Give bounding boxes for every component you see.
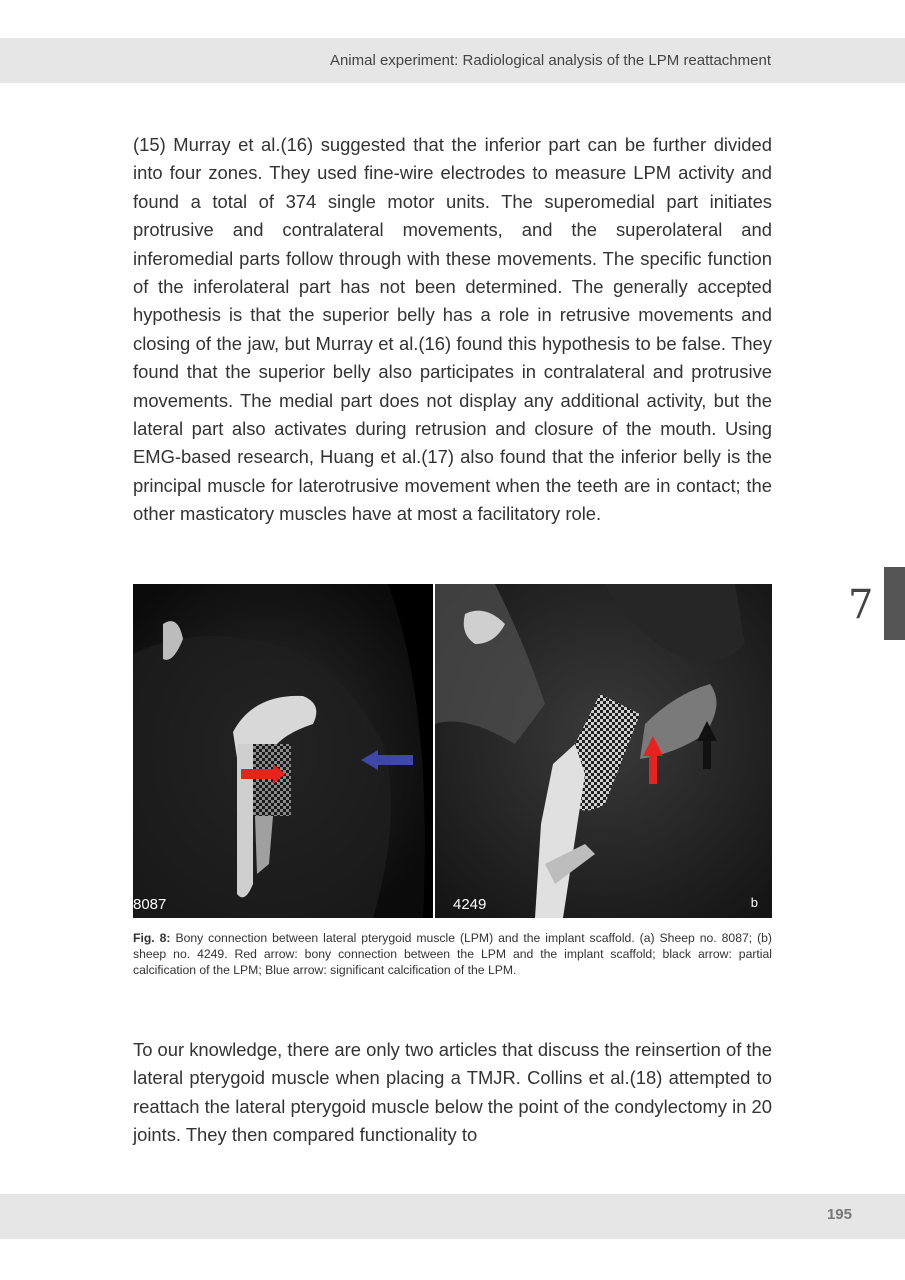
chapter-number: 7 — [848, 582, 874, 628]
figure-8 — [133, 584, 772, 918]
ct-image-panel-b — [435, 584, 772, 918]
chapter-tab — [884, 567, 905, 640]
ct-image-panel-a — [133, 584, 433, 918]
footer-band — [0, 1194, 905, 1239]
ct-scan-a — [133, 584, 433, 918]
ct-scan-b — [435, 584, 772, 918]
body-paragraph-2: To our knowledge, there are only two articles that discuss the reinsertion of the lateral pterygoid muscle when placing a TMJR. Collins et al.(18) attempted to reattach the lateral pterygoid muscle below the point of the condylectomy in 20 joints. They then compared functionality to — [133, 1039, 772, 1146]
sheep-number-label-b: 4249 — [453, 896, 487, 913]
page-number: 195 — [826, 1206, 852, 1223]
sheep-number-label-a: 8087 — [133, 896, 167, 913]
figure-caption — [133, 930, 772, 979]
body-paragraph-1: (15) Murray et al.(16) suggested that the inferior part can be further divided into four zones. They used fine-wire electrodes to measure LPM activity and found a total of 374 single motor units. The superomedial part initiates protrusive and contralateral movements, and the superolateral and inferomedial parts follow through with these movements. The specific function of the inferolateral part has not been determined. The generally accepted hypothesis is that the superior belly has a role in retrusive movements and closing of the jaw, but Murray et al.(16) found this hypothesis to be false. They found that the superior belly also participates in contralateral and protrusive movements. The medial part does not display any additional activity, but the lateral part also activates during retrusion and closure of the mouth. Using EMG-based research, Huang et al.(17) also found that the inferior belly is the principal muscle for laterotrusive movement when the teeth are in contact; the other masticatory muscles have at most a facilitatory role. — [133, 134, 772, 525]
running-title: Animal experiment: Radiological analysis of the LPM reattachment — [329, 52, 771, 69]
caption-text: Bony connection between lateral pterygoid muscle (LPM) and the implant scaffold. (a) Sheep no. 8087; (b) sheep no. 4249. Red arrow: bony connection between the LPM and the implant scaffold; black arrow: partial calcification of the LPM; Blue arrow: significant calcification of the LPM. — [133, 931, 772, 978]
caption-label: Fig. 8: — [133, 931, 171, 945]
panel-letter-b: b — [750, 895, 758, 910]
